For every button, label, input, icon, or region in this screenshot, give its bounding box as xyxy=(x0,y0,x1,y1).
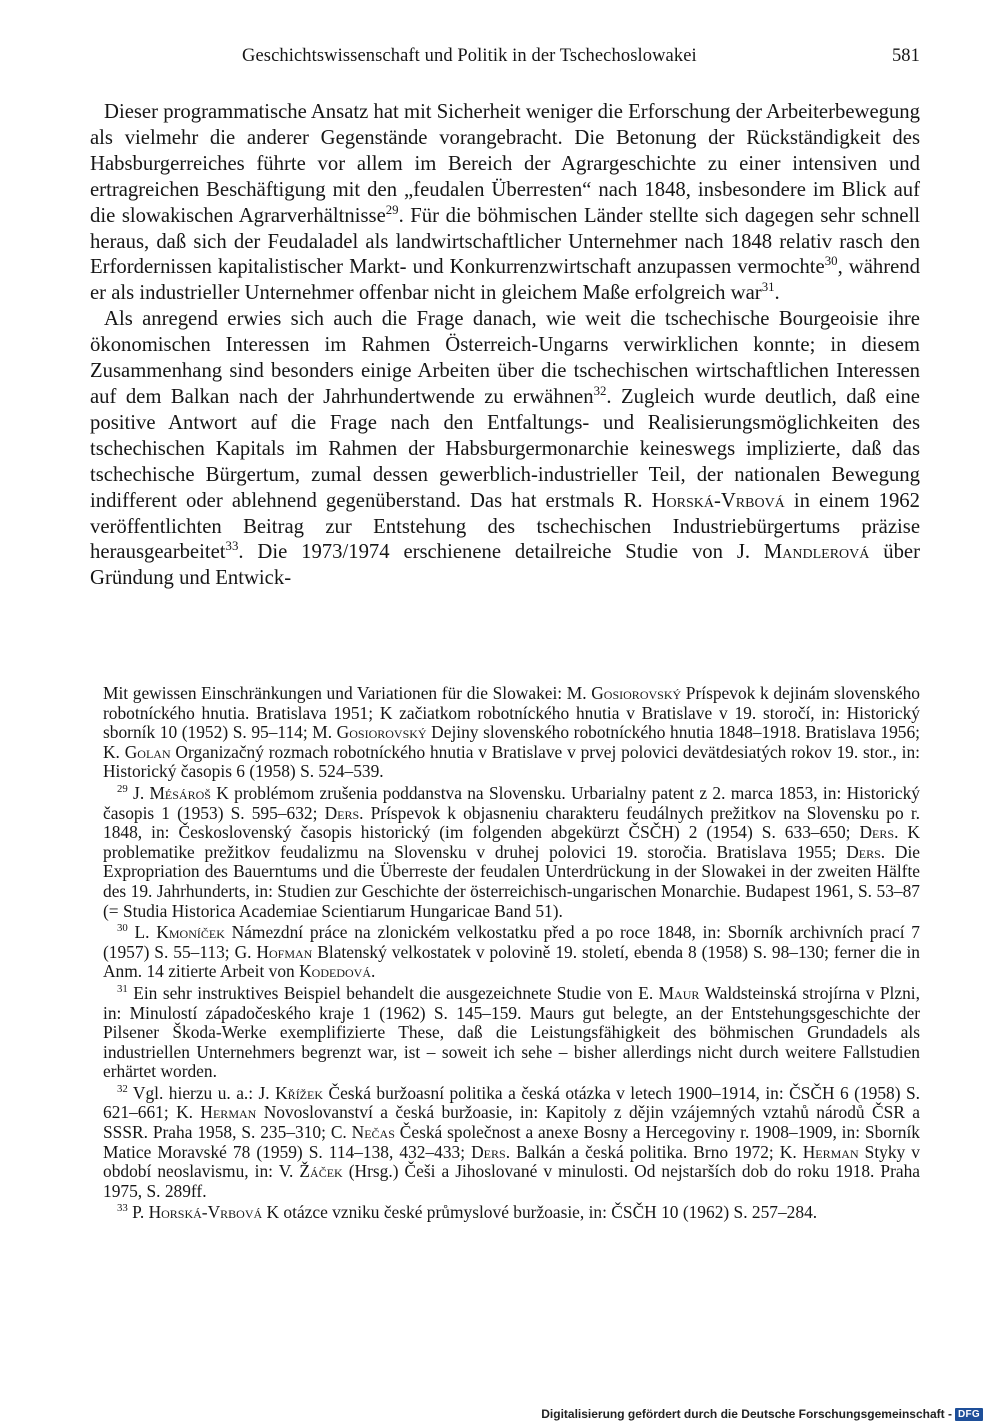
author-name: Kmoníček xyxy=(156,922,225,943)
footnote-number: 33 xyxy=(117,1202,128,1215)
text-run: P. xyxy=(127,1202,149,1223)
text-run: über Gründung und Entwick- xyxy=(90,541,920,590)
footnote-ref: 30 xyxy=(824,254,838,269)
author-name: Maur xyxy=(658,982,700,1003)
text-run: Die Expropriation des Bauerntums und die Überreste der feudalen Unterdrückung in der Slowakei in der zweiten Hälfte des 19. Jahrhunderts, in: Studien zur Geschichte der österreichisch-ungarischen Monarchie. Budapest 1961, S. 53–87 (= Studia Historica Academiae Scientiarum Hungaricae Band 51). xyxy=(103,841,920,921)
footnote-ref: 29 xyxy=(385,202,399,217)
text-run: K problémom zrušenia poddanstva na Slovensku. Urbarialny patent z 2. marca 1853, in: Historický časopis 1 (1953) S. 595–632; xyxy=(103,782,920,823)
author-name: Hofman xyxy=(256,941,313,962)
author-name: Horská-Vrbová xyxy=(651,489,785,512)
text-run: Príspevok k objasneniu charakteru feudálnych prežitkov na Slovensku po r. 1848, in: Československý časopis historický (im folgenden abgekürzt ČSČH) 2 (1954) S. 633–650; xyxy=(103,802,920,843)
text-run: Ein sehr instruktives Beispiel behandelt die ausgezeichnete Studie von E. xyxy=(127,982,659,1003)
author-name: Křížek xyxy=(275,1082,324,1103)
footnotes xyxy=(103,684,920,1225)
author-name: Ders. xyxy=(471,1141,511,1162)
text-run: Príspevok k dejinám slovenského robotníckého hnutia. Bratislava 1951; K začiatkom robotníckého hnutia v Bratislave v 19. storočí, in: Historický sborník 10 (1952) S. 95–114; M. xyxy=(103,683,920,743)
author-name: Žáček xyxy=(299,1161,343,1182)
author-name: Golan xyxy=(124,741,171,762)
author-name: Ders. xyxy=(846,841,886,862)
footnote-number: 29 xyxy=(117,783,128,796)
text-run: Waldsteinská strojírna v Plzni, in: Minulostí západočeského kraje 1 (1962) S. 145–159. Maurs gut belegte, an der Entstehungsgeschichte der Pilsener Škoda-Werke exemplifizierte These, daß die Leistungsfähigkeit des böhmischen Grundadels als industriellen Unternehmers begrenzt war, ist – soweit ich sehe – bisher allerdings nicht durch weitere Fallstudien erhärtet worden. xyxy=(103,982,920,1082)
main-text xyxy=(90,100,920,592)
text-run: K problematike prežitkov feudalizmu na Slovensku v druhej polovici 19. storočia. Bratislava 1955; xyxy=(103,822,920,862)
author-name: Mandlerová xyxy=(763,541,870,564)
author-name: Herman xyxy=(802,1141,859,1162)
footnote-31 xyxy=(103,984,920,1082)
author-name: Mésároš xyxy=(149,782,211,803)
author-name: Ders. xyxy=(859,822,899,843)
footnote-30 xyxy=(103,923,920,982)
footnote-29 xyxy=(103,784,920,921)
digitization-footer xyxy=(541,1407,983,1421)
text-run: Novoslovanství a česká buržoasie, in: Kapitoly z dějin vzájemných vztahů národů ČSR a SSSR. Praha 1958, S. 235–310; C. xyxy=(103,1102,920,1143)
text-run: Als anregend erwies sich auch die Frage danach, wie weit die tschechische Bourgeoisie ihre ökonomischen Interessen im Rahmen Österreich-Ungarns verwirklichen konnte; in diesem Zusammenhang sind besonders einige Arbeiten über die tschechischen wirtschaftlichen Interessen auf dem Balkan nach der Jahrhundertwende zu erwähnen xyxy=(90,308,920,408)
footnote-continued xyxy=(103,684,920,782)
author-name: Kodedová xyxy=(299,961,371,982)
text-run: . xyxy=(774,282,780,305)
text-run: Dieser programmatische Ansatz hat mit Sicherheit weniger die Erforschung der Arbeiterbewegung als vielmehr die anderer Gegenstände vorangebracht. Die Betonung der Rückständigkeit des Habsburgerreiches führte vor allem im Bereich der Agrargeschichte zu einer intensiven und ertragreichen Beschäftigung mit den „feudalen Überresten“ nach 1848, insbesondere im Blick auf die slowakischen Agrarverhältnisse xyxy=(90,101,920,227)
author-name: Ders. xyxy=(324,802,364,823)
text-run: Balkán a česká politika. Brno 1972; K. xyxy=(510,1141,803,1162)
text-run: . Zugleich wurde deutlich, daß eine positive Antwort auf die Frage nach den Entfaltungs- und Realisierungsmöglichkeiten des tschechischen Kapitals im Rahmen der Habsburgermonarchie keineswegs implizierte, daß das tschechische Bürgertum, zumal dessen gewerblich-industrieller Teil, der nationalen Bewegung indifferent oder ablehnend gegenüberstand. Das hat erstmals R. xyxy=(90,385,920,512)
text-run: . Für die böhmischen Länder stellte sich dagegen sehr schnell heraus, daß sich der Feudaladel als landwirtschaftlicher Unternehmer nach 1848 relativ rasch den Erfordernissen kapitalistischer Markt- und Konkurrenzwirtschaft anzupassen vermochte xyxy=(90,204,920,279)
text-run: Dejiny slovenského robotníckého hnutia 1848–1918. Bratislava 1956; K. xyxy=(103,722,920,762)
text-run: . xyxy=(370,961,376,982)
text-run: in einem 1962 veröffentlichten Beitrag zur Entstehung des tschechischen Industriebürgertums präzise herausgearbeitet xyxy=(90,489,920,564)
text-run: Česká společnost a anexe Bosny a Hercegoviny r. 1908–1909, in: Sborník Matice Moravské 78 (1959) S. 114–138, 432–433; xyxy=(103,1122,920,1162)
text-run: (Hrsg.) Češi a Jihoslované v minulosti. Od nejstarších dob do roku 1918. Praha 1975, S. 289ff. xyxy=(103,1161,921,1201)
dfg-logo: DFG xyxy=(955,1408,983,1421)
text-run: Organizačný rozmach robotníckého hnutia v Bratislave v prvej polovici devätdesiatých rokov 19. stor., in: Historický časopis 6 (1958) S. 524–539. xyxy=(103,741,920,782)
text-run: K otázce vzniku české průmyslové buržoasie, in: ČSČH 10 (1962) S. 257–284. xyxy=(262,1202,818,1223)
author-name: Gosiorovský xyxy=(336,722,427,743)
footnote-33 xyxy=(103,1203,920,1223)
footnote-ref: 32 xyxy=(593,384,607,399)
author-name: Herman xyxy=(200,1102,257,1123)
running-title: Geschichtswissenschaft und Politik in der Tschechoslowakei xyxy=(242,46,697,66)
footnote-ref: 33 xyxy=(225,539,239,554)
author-name: Horská-Vrbová xyxy=(148,1202,263,1223)
paragraph xyxy=(90,100,920,307)
text-run: . Die 1973/1974 erschienene detailreiche Studie von J. xyxy=(238,541,764,564)
page-number: 581 xyxy=(891,46,920,66)
text-run: Blatenský velkostatek v polovině 19. století, ebenda 8 (1958) S. 98–130; ferner die in Anm. 14 zitierte Arbeit von xyxy=(103,941,921,982)
text-run: Styky v období neoslavismu, in: V. xyxy=(103,1141,920,1182)
text-run: Vgl. hierzu u. a.: J. xyxy=(127,1082,276,1103)
text-run: Česká buržoasní politika a česká otázka v letech 1900–1914, in: ČSČH 6 (1958) S. 621–661; K. xyxy=(103,1082,920,1123)
footnote-32 xyxy=(103,1084,920,1202)
text-run: Námezdní práce na zlonickém velkostatku před a po roce 1848, in: Sborník archivních prací 7 (1957) S. 55–113; G. xyxy=(103,922,920,962)
author-name: Gosiorovský xyxy=(591,683,682,703)
footnote-number: 31 xyxy=(117,983,128,996)
footnote-number: 30 xyxy=(117,922,128,935)
text-run: J. xyxy=(127,782,150,803)
footnote-number: 32 xyxy=(117,1083,128,1096)
author-name: Nečas xyxy=(351,1122,395,1143)
text-run: Mit gewissen Einschränkungen und Variationen für die Slowakei: M. xyxy=(103,683,592,703)
paragraph xyxy=(90,307,920,592)
text-run: L. xyxy=(127,922,157,943)
footer-text: Digitalisierung gefördert durch die Deutsche Forschungsgemeinschaft - xyxy=(541,1407,952,1421)
footnote-ref: 31 xyxy=(761,280,775,295)
text-run: , während er als industrieller Unternehmer offenbar nicht in gleichem Maße erfolgreich war xyxy=(90,256,920,305)
